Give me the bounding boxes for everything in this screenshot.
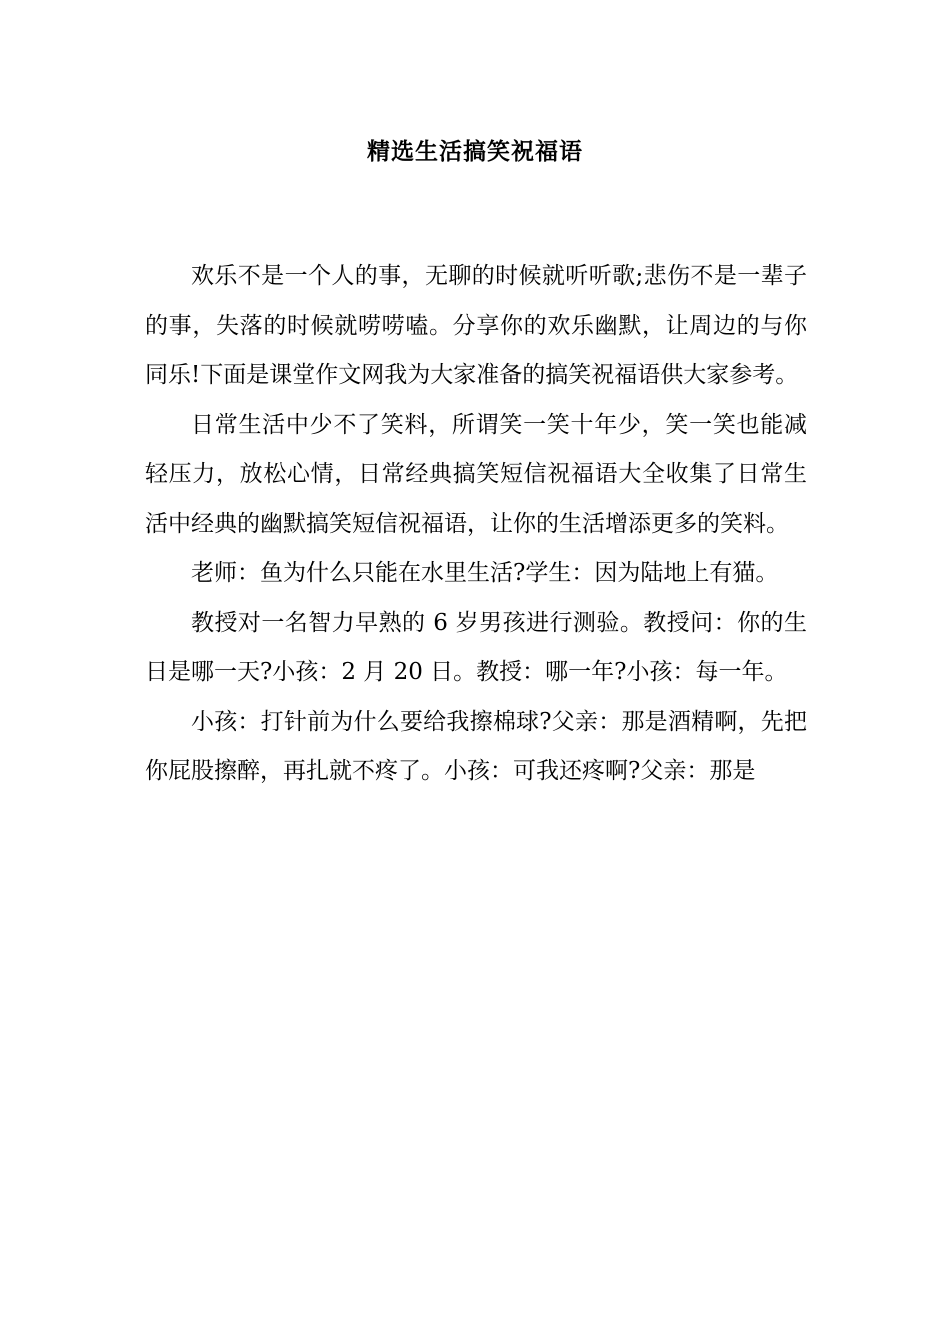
paragraph-intro: 欢乐不是一个人的事，无聊的时候就听听歌;悲伤不是一辈子的事，失落的时候就唠唠嗑。分享你的欢乐幽默，让周边的与你同乐!下面是课堂作文网我为大家准备的搞笑祝福语供大家参考。 — [145, 263, 807, 388]
paragraph-daily-life: 日常生活中少不了笑料，所谓笑一笑十年少，笑一笑也能减轻压力，放松心情，日常经典搞笑短信祝福语大全收集了日常生活中经典的幽默搞笑短信祝福语，让你的生活增添更多的笑料。 — [145, 411, 807, 537]
document-body — [145, 252, 807, 797]
paragraph-joke-birthday: 教授对一名智力早熟的 6 岁男孩进行测验。教授问：你的生日是哪一天?小孩：2 月 20 日。教授：哪一年?小孩：每一年。 — [145, 609, 807, 685]
paragraph-joke-injection: 小孩：打针前为什么要给我擦棉球?父亲：那是酒精啊，先把你屁股擦醉，再扎就不疼了。小孩：可我还疼啊?父亲：那是 — [145, 708, 807, 784]
document-title: 精选生活搞笑祝福语 — [367, 138, 583, 165]
paragraph-joke-fish: 老师：鱼为什么只能在水里生活?学生：因为陆地上有猫。 — [191, 560, 779, 586]
